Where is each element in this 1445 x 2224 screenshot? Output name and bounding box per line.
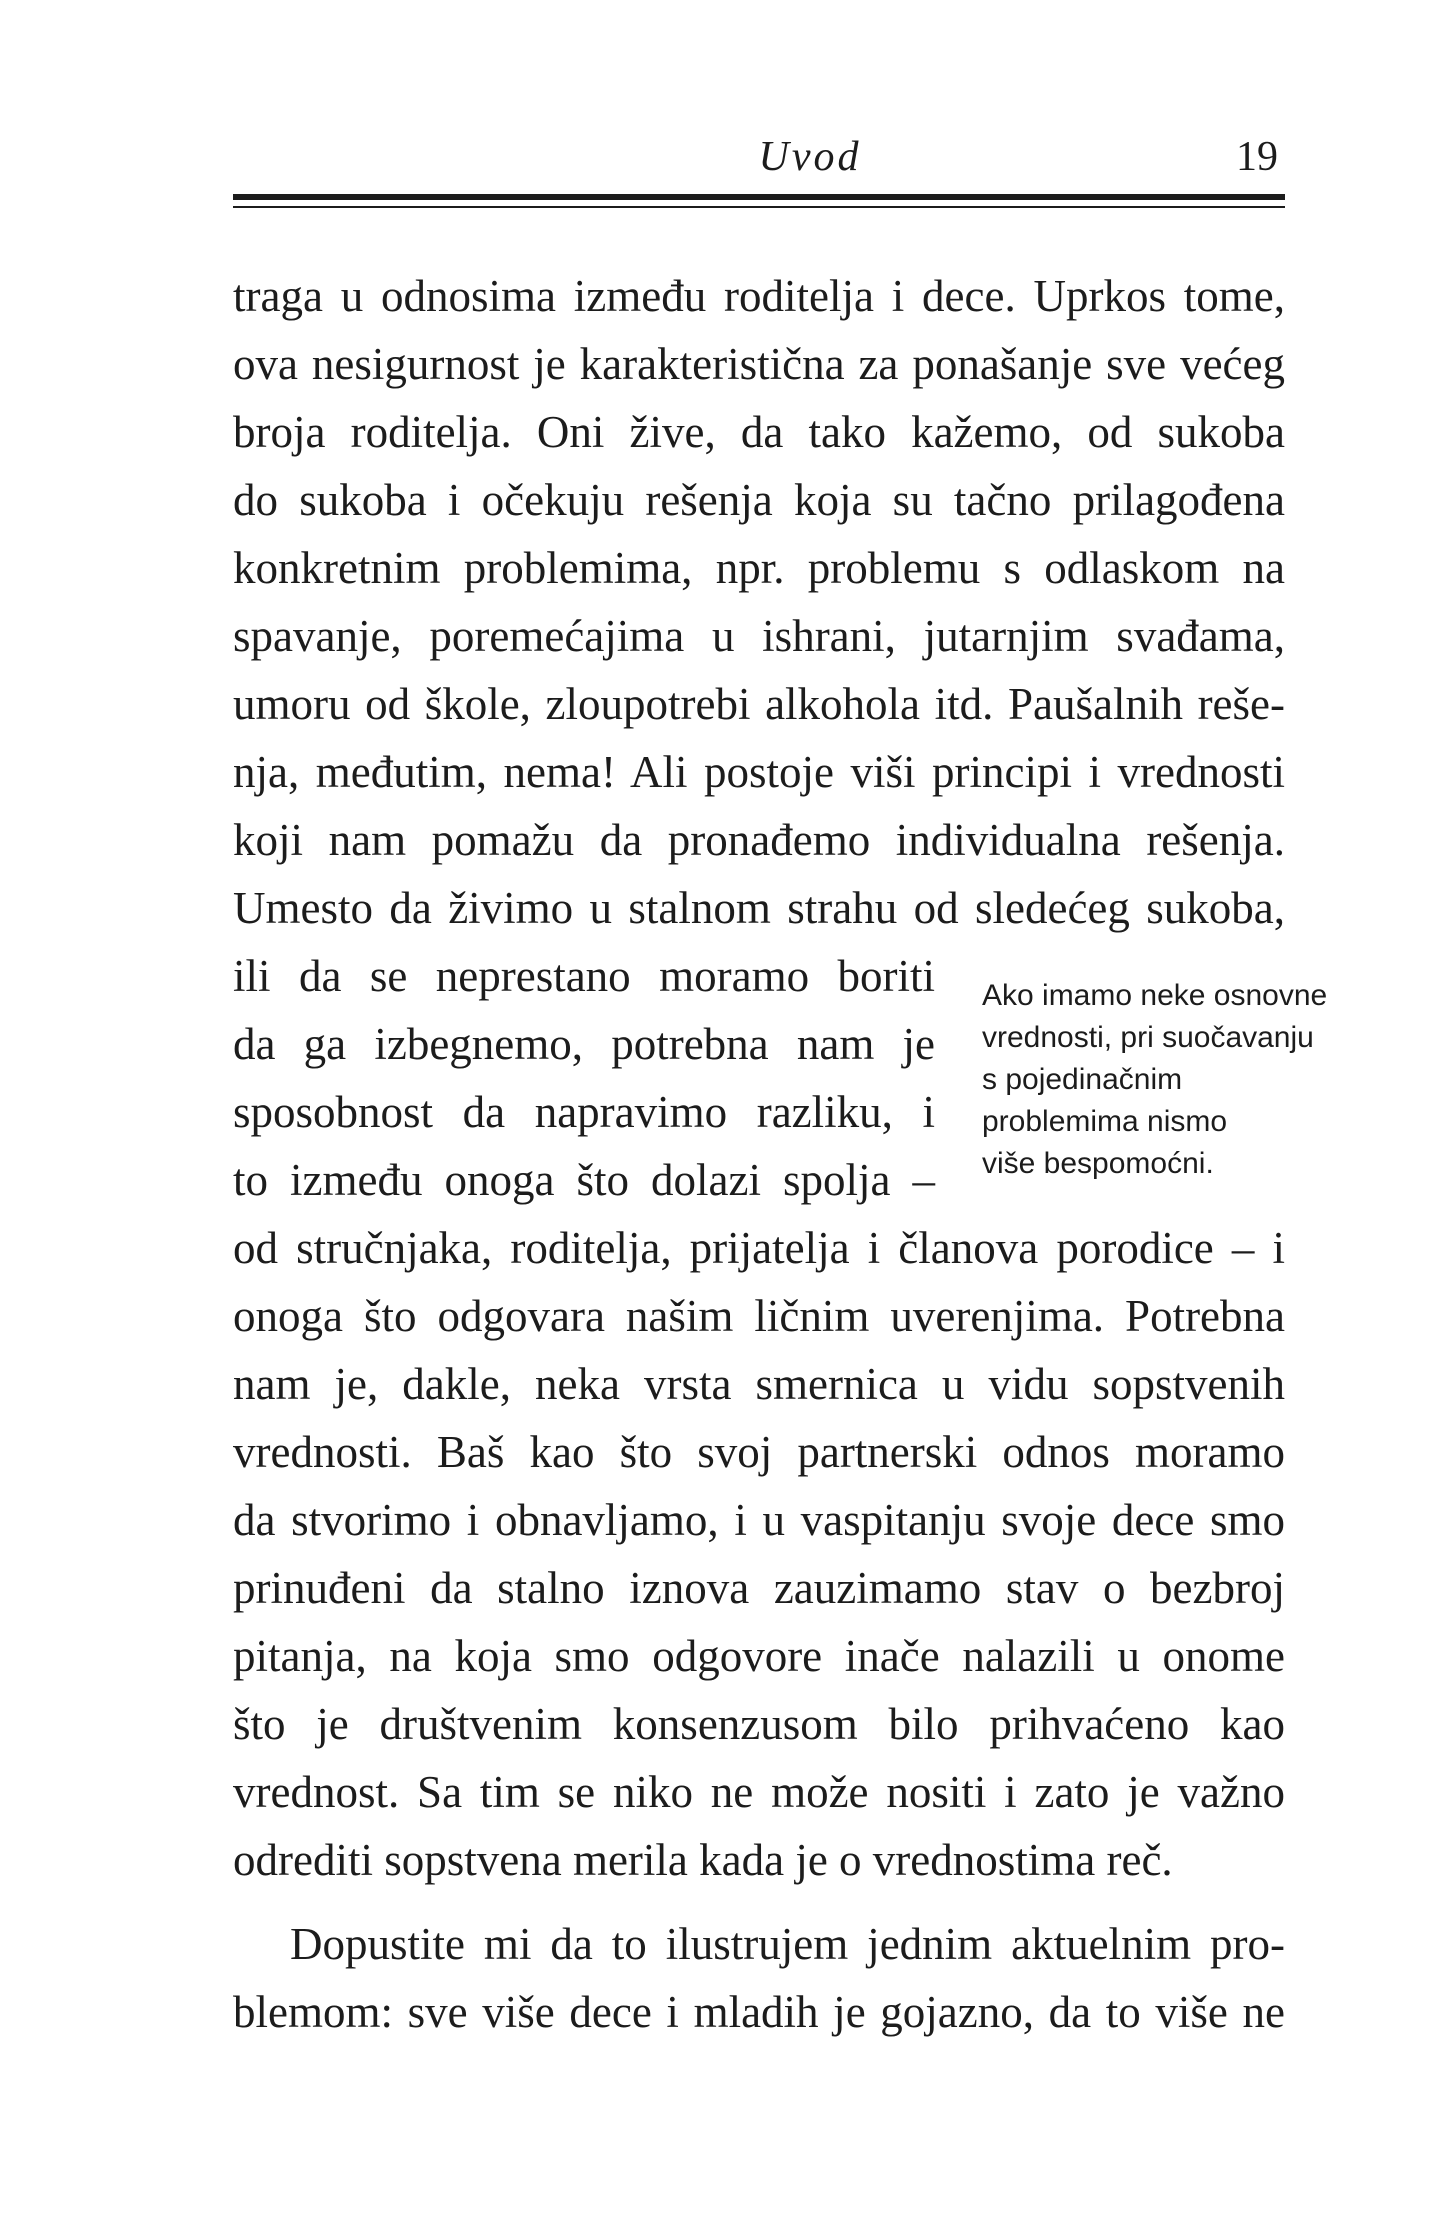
body-line: što je društvenim konsenzusom bilo prihvaćeno kao bbox=[233, 1699, 1285, 1749]
margin-note-line: više bespomoćni. bbox=[982, 1147, 1214, 1180]
body-line: spavanje, poremećajima u ishrani, jutarnjim svađama, bbox=[233, 611, 1285, 661]
body-line: to između onoga što dolazi spolja – bbox=[233, 1155, 935, 1205]
body-line: odrediti sopstvena merila kada je o vrednostima reč. bbox=[233, 1835, 1173, 1885]
margin-note-line: Ako imamo neke osnovne bbox=[982, 979, 1328, 1012]
margin-note-line: vrednosti, pri suočavanju bbox=[982, 1021, 1314, 1054]
body-line: da stvorimo i obnavljamo, i u vaspitanju svoje dece smo bbox=[233, 1495, 1285, 1545]
body-line: prinuđeni da stalno iznova zauzimamo stav o bezbroj bbox=[233, 1563, 1285, 1613]
body-line: Dopustite mi da to ilustrujem jednim aktuelnim pro- bbox=[290, 1919, 1285, 1969]
body-line: koji nam pomažu da pronađemo individualna rešenja. bbox=[233, 815, 1285, 865]
body-line: sposobnost da napravimo razliku, i bbox=[233, 1087, 935, 1137]
body-line: ova nesigurnost je karakteristična za ponašanje sve većeg bbox=[233, 339, 1285, 389]
body-line: nja, međutim, nema! Ali postoje viši principi i vrednosti bbox=[233, 747, 1285, 797]
body-line: vrednost. Sa tim se niko ne može nositi i zato je važno bbox=[233, 1767, 1285, 1817]
body-line: traga u odnosima između roditelja i dece. Uprkos tome, bbox=[233, 271, 1285, 321]
body-line: Umesto da živimo u stalnom strahu od sledećeg sukoba, bbox=[233, 883, 1285, 933]
margin-note-line: problemima nismo bbox=[982, 1105, 1228, 1138]
body-line: konkretnim problemima, npr. problemu s odlaskom na bbox=[233, 543, 1285, 593]
header-rule-thin bbox=[233, 206, 1285, 208]
body-line: nam je, dakle, neka vrsta smernica u vidu sopstvenih bbox=[233, 1359, 1285, 1409]
body-line: do sukoba i očekuju rešenja koja su tačno prilagođena bbox=[233, 475, 1285, 525]
running-header-title: Uvod bbox=[758, 134, 862, 180]
margin-note bbox=[982, 975, 1362, 1185]
body-line: onoga što odgovara našim ličnim uverenjima. Potrebna bbox=[233, 1291, 1285, 1341]
body-line: od stručnjaka, roditelja, prijatelja i članova porodice – i bbox=[233, 1223, 1285, 1273]
body-line: ili da se neprestano moramo boriti bbox=[233, 951, 935, 1001]
body-line: umoru od škole, zloupotrebi alkohola itd. Paušalnih reše- bbox=[233, 679, 1285, 729]
page-number: 19 bbox=[1236, 134, 1278, 180]
body-line: pitanja, na koja smo odgovore inače nalazili u onome bbox=[233, 1631, 1285, 1681]
body-line: blemom: sve više dece i mladih je gojazno, da to više ne bbox=[233, 1987, 1285, 2037]
header-rule-thick bbox=[233, 194, 1285, 200]
body-line: vrednosti. Baš kao što svoj partnerski odnos moramo bbox=[233, 1427, 1285, 1477]
body-line: da ga izbegnemo, potrebna nam je bbox=[233, 1019, 935, 1069]
margin-note-line: s pojedinačnim bbox=[982, 1063, 1183, 1096]
body-line: broja roditelja. Oni žive, da tako kažemo, od sukoba bbox=[233, 407, 1285, 457]
